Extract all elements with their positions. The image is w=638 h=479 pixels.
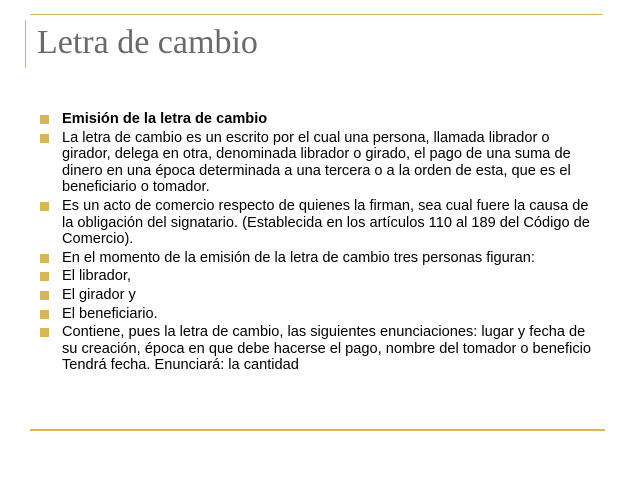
square-bullet-icon: [40, 291, 49, 300]
square-bullet-icon: [40, 310, 49, 319]
bullet-item: [40, 198, 600, 248]
bullet-item: [40, 268, 600, 285]
bullet-item: [40, 324, 600, 374]
top-divider: [30, 14, 603, 15]
square-bullet-icon: [40, 202, 49, 211]
bullet-item: [40, 287, 600, 304]
bullet-text: En el momento de la emisión de la letra de cambio tres personas figuran:: [62, 249, 535, 266]
bullet-item: [40, 130, 600, 196]
slide-title: Letra de cambio: [37, 24, 258, 61]
bullet-list: [40, 111, 600, 376]
bullet-text: El beneficiario.: [62, 305, 158, 322]
bullet-item: [40, 111, 600, 128]
bullet-item: [40, 306, 600, 323]
square-bullet-icon: [40, 115, 49, 124]
square-bullet-icon: [40, 254, 49, 263]
square-bullet-icon: [40, 134, 49, 143]
square-bullet-icon: [40, 272, 49, 281]
side-divider: [25, 20, 26, 68]
bullet-text: Emisión de la letra de cambio: [62, 111, 268, 127]
bullet-text: El girador y: [62, 286, 136, 303]
bullet-text: La letra de cambio es un escrito por el cual una persona, llamada librador o girador, delega en otra, denominada librador o girado, el pago de una suma de dinero en una época determinada a una tercera o a la orden de esta, que es el beneficiario o tomador.: [62, 129, 571, 196]
bullet-text: Contiene, pues la letra de cambio, las siguientes enunciaciones: lugar y fecha de su creación, época en que debe hacerse el pago, nombre del tomador o beneficio Tendrá fecha. Enunciará: la cantidad: [62, 324, 591, 374]
bullet-text: El librador,: [62, 268, 131, 285]
bullet-text: Es un acto de comercio respecto de quienes la firman, sea cual fuere la causa de la obligación del signatario. (Establecida en los artículos 110 al 189 del Código de Comercio).: [62, 197, 590, 248]
bottom-divider: [30, 429, 605, 431]
square-bullet-icon: [40, 328, 49, 337]
bullet-item: [40, 250, 600, 267]
